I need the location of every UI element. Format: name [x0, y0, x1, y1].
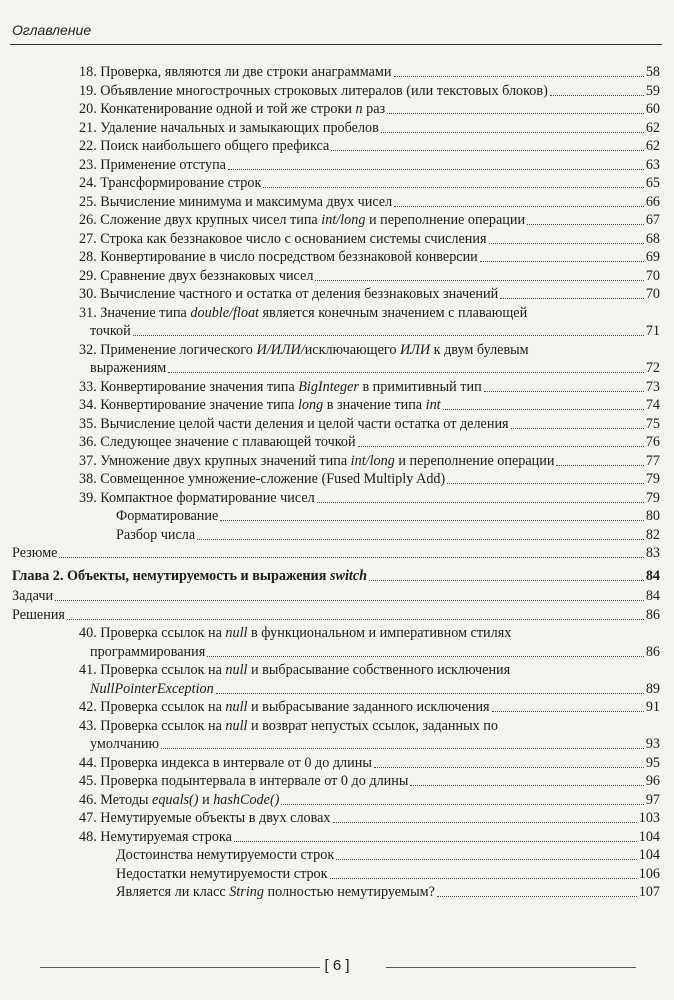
dot-leader	[59, 557, 643, 558]
chapter-heading[interactable]	[12, 568, 368, 584]
toc-entry[interactable]	[79, 718, 499, 734]
entry-text-part: 37. Умножение двух крупных значений типа	[79, 452, 351, 469]
entry-text-part: 45. Проверка подынтервала в интервале от 0 до длины	[79, 773, 409, 789]
page-ref[interactable]: 104	[638, 828, 660, 845]
page-ref[interactable]: 68	[645, 230, 660, 247]
toc-entry[interactable]	[116, 866, 329, 882]
dot-leader	[281, 804, 643, 805]
dot-leader	[207, 656, 644, 657]
toc-entry[interactable]	[79, 773, 409, 789]
toc-entry[interactable]	[79, 194, 393, 210]
page-ref[interactable]: 86	[645, 606, 660, 623]
page-ref[interactable]: 76	[645, 434, 660, 450]
page-ref[interactable]: 104	[638, 847, 660, 863]
dot-leader	[484, 391, 644, 392]
dot-leader	[381, 132, 644, 133]
toc-entry[interactable]	[79, 231, 488, 247]
entry-text-part: null	[225, 625, 248, 641]
running-header: Оглавление	[12, 22, 92, 38]
entry-text-part: Разбор числа	[116, 526, 196, 543]
page-ref[interactable]: 103	[638, 810, 660, 826]
entry-text-part: 41. Проверка ссылок на	[79, 662, 226, 678]
entry-text-part: и	[198, 791, 214, 808]
entry-text-part: int/long	[350, 452, 395, 469]
toc-entry[interactable]	[79, 138, 330, 154]
toc-entry[interactable]	[79, 379, 483, 395]
entry-text-part: и переполнение операции	[365, 212, 526, 228]
toc-entry[interactable]	[79, 755, 373, 771]
toc-entry[interactable]	[79, 212, 526, 228]
toc-entry[interactable]	[79, 434, 357, 450]
entry-text-part: 23. Применение отступа	[79, 156, 226, 173]
dot-leader	[387, 113, 644, 114]
dot-leader	[394, 206, 644, 207]
page-ref[interactable]: 97	[645, 791, 660, 808]
toc-entry[interactable]	[79, 268, 314, 284]
page-ref[interactable]: 75	[645, 415, 660, 432]
page-ref[interactable]: 82	[645, 526, 660, 543]
entry-text-part: 18. Проверка, являются ли две строки анаграммами	[79, 64, 392, 80]
toc-entry[interactable]	[79, 699, 491, 715]
toc-entry[interactable]	[79, 662, 511, 678]
entry-text-part: equals()	[152, 791, 199, 808]
entry-text-part: null	[225, 717, 248, 734]
entry-text-part: и переполнение операции	[394, 452, 555, 469]
entry-text-part: 48. Немутируемая строка	[79, 828, 232, 845]
toc-entry[interactable]	[79, 83, 549, 99]
toc-entry[interactable]	[116, 884, 436, 900]
dot-leader	[228, 169, 644, 170]
dot-leader	[133, 335, 644, 336]
toc-entry[interactable]	[79, 342, 530, 358]
entry-text-part: 27. Строка как беззнаковое число с основанием системы счисления	[79, 230, 487, 247]
page-ref[interactable]: 84	[645, 567, 660, 584]
entry-text-part: точкой	[90, 323, 131, 339]
entry-text-part: Достоинства немутируемости строк	[116, 847, 335, 863]
page-ref[interactable]: 79	[645, 489, 660, 506]
entry-text-part: 34. Конвертирование значение типа	[79, 397, 298, 413]
dot-leader	[197, 539, 644, 540]
toc-entry-continuation[interactable]	[90, 360, 167, 376]
toc-entry[interactable]	[79, 249, 479, 265]
entry-text-part: 33. Конвертирование значения типа	[79, 378, 299, 395]
entry-text-part: 38. Совмещенное умножение-сложение (Fused Multiply Add)	[79, 471, 446, 487]
toc-entry[interactable]	[79, 120, 380, 136]
entry-text-part: 42. Проверка ссылок на	[79, 699, 226, 715]
dot-leader	[500, 298, 644, 299]
toc-entry-continuation[interactable]	[90, 681, 215, 697]
page-ref[interactable]: 89	[645, 680, 660, 697]
entry-text-part: исключающего	[304, 341, 400, 358]
dot-leader	[216, 693, 644, 694]
toc-entry[interactable]	[116, 508, 219, 524]
toc-entry[interactable]	[12, 588, 54, 604]
toc-entry[interactable]	[79, 416, 510, 432]
entry-text-part: 46. Методы	[79, 791, 153, 808]
entry-text-part: 26. Сложение двух крупных чисел типа	[79, 212, 322, 228]
entry-text-part: в функциональном и императивном стилях	[247, 625, 512, 641]
page-ref[interactable]: 74	[645, 397, 660, 413]
entry-text-part: 39. Компактное форматирование чисел	[79, 489, 315, 506]
toc-entry[interactable]	[79, 305, 528, 321]
dot-leader	[234, 841, 637, 842]
page-ref[interactable]: 65	[645, 175, 660, 191]
dot-leader	[437, 896, 637, 897]
toc-entry[interactable]	[79, 64, 393, 80]
entry-text-part: 30. Вычисление частного и остатка от деления беззнаковых значений	[79, 286, 499, 302]
dot-leader	[527, 224, 644, 225]
dot-leader	[410, 785, 643, 786]
toc-entry[interactable]	[79, 810, 332, 826]
toc-entry-continuation[interactable]	[90, 736, 160, 752]
page-ref[interactable]: 62	[645, 119, 660, 136]
entry-text-part: Глава 2. Объекты, немутируемость и выражения	[12, 567, 330, 584]
entry-text-part: 43. Проверка ссылок на	[79, 717, 226, 734]
entry-text-part: 40. Проверка ссылок на	[79, 625, 226, 641]
page-ref[interactable]: 71	[645, 323, 660, 339]
entry-text-part: программирования	[90, 643, 206, 660]
entry-text-part: Форматирование	[116, 508, 219, 524]
page-ref[interactable]: 79	[645, 471, 660, 487]
dot-leader	[511, 428, 644, 429]
entry-text-part: полностью немутируемым?	[263, 884, 435, 900]
entry-text-part: Недостатки немутируемости строк	[116, 865, 328, 882]
entry-text-part: Резюме	[12, 545, 58, 561]
toc-entry[interactable]	[79, 471, 446, 487]
entry-text-part: int	[425, 397, 441, 413]
footer-rule-right	[386, 967, 636, 968]
dot-leader	[315, 280, 643, 281]
dot-leader	[331, 150, 643, 151]
dot-leader	[330, 878, 637, 879]
page-ref[interactable]: 93	[645, 736, 660, 752]
page-ref[interactable]: 95	[645, 754, 660, 771]
page-ref[interactable]: 58	[645, 64, 660, 80]
entry-text-part: 25. Вычисление минимума и максимума двух чисел	[79, 193, 393, 210]
page-ref[interactable]: 59	[645, 82, 660, 99]
entry-text-part: 21. Удаление начальных и замыкающих пробелов	[79, 119, 379, 136]
page-ref[interactable]: 60	[645, 101, 660, 117]
dot-leader	[492, 711, 644, 712]
page-ref[interactable]: 62	[645, 138, 660, 154]
entry-text-part: n	[355, 101, 363, 117]
page-number: [ 6 ]	[324, 957, 350, 974]
dot-leader	[168, 372, 644, 373]
toc-entry[interactable]	[79, 157, 227, 173]
page-ref[interactable]: 67	[645, 212, 660, 228]
entry-text-part: 44. Проверка индекса в интервале от 0 до длины	[79, 754, 372, 771]
dot-leader	[263, 187, 643, 188]
entry-text-part: long	[297, 397, 324, 413]
entry-text-part: switch	[329, 567, 368, 584]
toc-entry[interactable]	[79, 397, 442, 413]
toc-entry[interactable]	[79, 286, 499, 302]
entry-text-part: к двум булевым	[430, 341, 529, 358]
entry-text-part: и выбрасывание заданного исключения	[247, 699, 490, 715]
entry-text-part: Является ли класс	[116, 884, 230, 900]
entry-text-part: 29. Сравнение двух беззнаковых чисел	[79, 267, 314, 284]
toc-entry[interactable]	[79, 101, 386, 117]
page-ref[interactable]: 107	[638, 884, 660, 900]
toc-entry[interactable]	[79, 175, 262, 191]
entry-text-part: умолчанию	[90, 736, 160, 752]
toc-entry[interactable]	[79, 490, 316, 506]
dot-leader	[480, 261, 644, 262]
entry-text-part: ИЛИ	[399, 341, 431, 358]
entry-text-part: 22. Поиск наибольшего общего префикса	[79, 138, 330, 154]
dot-leader	[369, 580, 644, 581]
toc-entry[interactable]	[79, 625, 512, 641]
dot-leader	[358, 446, 644, 447]
dot-leader	[317, 502, 644, 503]
entry-text-part: и возврат непустых ссылок, заданных по	[247, 717, 498, 734]
entry-text-part: NullPointerException	[90, 680, 214, 697]
entry-text-part: Решения	[12, 606, 65, 623]
toc-entry[interactable]	[12, 545, 58, 561]
dot-leader	[220, 520, 644, 521]
entry-text-part: 24. Трансформирование строк	[79, 175, 262, 191]
entry-text-part: 28. Конвертирование в число посредством беззнаковой конверсии	[79, 249, 478, 265]
toc-entry[interactable]	[116, 847, 335, 863]
page-ref[interactable]: 106	[638, 865, 660, 882]
page-ref[interactable]: 69	[645, 249, 660, 265]
toc-entry[interactable]	[79, 829, 233, 845]
dot-leader	[333, 822, 637, 823]
toc-entry-continuation[interactable]	[90, 323, 132, 339]
page-ref[interactable]: 63	[645, 156, 660, 173]
entry-text-part: null	[225, 662, 248, 678]
toc-entry[interactable]	[79, 453, 555, 469]
dot-leader	[550, 95, 644, 96]
entry-text-part: является конечным значением с плавающей	[258, 304, 528, 321]
dot-leader	[336, 859, 636, 860]
entry-text-part: String	[229, 884, 264, 900]
dot-leader	[556, 465, 643, 466]
toc-entry[interactable]	[12, 607, 66, 623]
entry-text-part: раз	[362, 101, 386, 117]
dot-leader	[443, 409, 644, 410]
entry-text-part: double/float	[190, 304, 259, 321]
dot-leader	[161, 748, 644, 749]
page-ref[interactable]: 80	[645, 508, 660, 524]
entry-text-part: null	[225, 699, 248, 715]
page-ref[interactable]: 91	[645, 699, 660, 715]
entry-text-part: int/long	[321, 212, 366, 228]
entry-text-part: BigInteger	[298, 378, 359, 395]
entry-text-part: И/ИЛИ/	[256, 341, 305, 358]
page-ref[interactable]: 73	[645, 378, 660, 395]
entry-text-part: 32. Применение логического	[79, 341, 257, 358]
page-ref[interactable]: 83	[645, 545, 660, 561]
entry-text-part: hashCode()	[213, 791, 280, 808]
entry-text-part: 36. Следующее значение с плавающей точкой	[79, 434, 356, 450]
dot-leader	[489, 243, 644, 244]
dot-leader	[394, 76, 644, 77]
dot-leader	[55, 600, 644, 601]
entry-text-part: 47. Немутируемые объекты в двух словах	[79, 810, 331, 826]
toc-entry[interactable]	[79, 792, 280, 808]
toc-entry-continuation[interactable]	[90, 644, 206, 660]
dot-leader	[67, 619, 644, 620]
toc-entry[interactable]	[116, 527, 196, 543]
page-ref[interactable]: 96	[645, 773, 660, 789]
entry-text-part: Задачи	[12, 588, 54, 604]
entry-text-part: 31. Значение типа	[79, 304, 191, 321]
entry-text-part: 20. Конкатенирование одной и той же строки	[79, 101, 356, 117]
entry-text-part: в значение типа	[323, 397, 426, 413]
page-ref[interactable]: 84	[645, 588, 660, 604]
page-ref[interactable]: 70	[645, 267, 660, 284]
dot-leader	[447, 483, 644, 484]
entry-text-part: и выбрасывание собственного исключения	[247, 662, 511, 678]
entry-text-part: 35. Вычисление целой части деления и целой части остатка от деления	[79, 415, 509, 432]
entry-text-part: в примитивный тип	[358, 378, 482, 395]
page-ref[interactable]: 86	[645, 643, 660, 660]
page-ref[interactable]: 72	[645, 360, 660, 376]
page-ref[interactable]: 66	[645, 193, 660, 210]
page-ref[interactable]: 77	[645, 452, 660, 469]
dot-leader	[374, 767, 644, 768]
entry-text-part: 19. Объявление многострочных строковых литералов (или текстовых блоков)	[79, 82, 548, 99]
page-ref[interactable]: 70	[645, 286, 660, 302]
entry-text-part: выражениям	[90, 360, 167, 376]
